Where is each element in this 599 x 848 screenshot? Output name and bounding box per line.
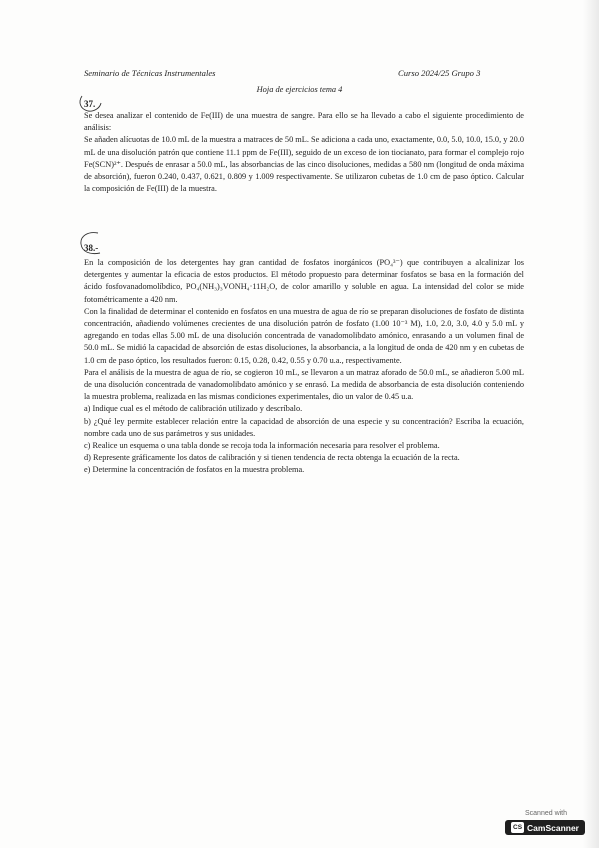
exercise-38-intro: En la composición de los detergentes hay gran cantidad de fosfatos inorgánicos (PO₄³⁻) que contribuyen a alcalinizar los detergentes y aumentar la eficacia de estos productos. El método propuesto para determinar fosfatos se basa en la formación del ácido fosfovanadomolíbdico, PO₄(NH₃)₃VONH₄·11H₂O, de color amarillo y soluble en agua. La intensidad del color se mide fotométricamente a 420 nm. [84,258,524,304]
watermark-caption: Scanned with [524,810,568,817]
exercise-38-question-d: d) Represente gráficamente los datos de calibración y si tienen tendencia de recta obtenga la ecuación de la recta. [84,453,460,463]
exercise-37-text [84,110,524,195]
exercise-37-intro: Se desea analizar el contenido de Fe(III) de una muestra de sangre. Para ello se ha llevado a cabo el siguiente procedimiento de análisis: [84,111,524,133]
exercise-38-text [84,257,524,477]
watermark-brand: CamScanner [527,822,579,833]
exercise-38-question-a: a) Indique cual es el método de calibración utilizado y descríbalo. [84,404,303,414]
header-course-year: Curso 2024/25 Grupo 3 [398,68,481,78]
exercise-37-number: 37. [84,99,96,109]
exercise-38-calibration: Con la finalidad de determinar el contenido en fosfatos en una muestra de agua de río se preparan disoluciones de fosfato de distinta concentración, añadiendo volúmenes crecientes de una disolución patrón de fosfato (1.00 10⁻³ M), 1.0, 2.0, 3.0, 4.0 y 5.0 mL y agregando en todas ellas 5.00 mL de una disolución concentrada de vanadomolibdato amónico, enrasando a un volumen final de 50.0 mL. Se midió la capacidad de absorción de estas disoluciones, la absorbancia, a la longitud de onda de 420 nm y en cubetas de 1.0 cm de paso óptico, los resultados fueron: 0.15, 0.28, 0.42, 0.55 y 0.70 u.a., respectivamente. [84,306,524,365]
watermark-badge [505,820,585,835]
page-edge-shadow [583,0,599,848]
exercise-38-question-c: c) Realice un esquema o una tabla donde se recoja toda la información necesaria para resolver el problema. [84,441,440,451]
sheet-title: Hoja de ejercicios tema 4 [256,85,343,94]
header-course-name: Seminario de Técnicas Instrumentales [84,68,216,78]
exercise-38-question-e: e) Determine la concentración de fosfatos en la muestra problema. [84,465,305,475]
exercise-38-question-b: b) ¿Qué ley permite establecer relación entre la capacidad de absorción de una especie y su concentración? Escriba la ecuación, nombre cada uno de sus parámetros y sus unidades. [84,416,524,438]
exercise-38-number: 38.- [84,243,99,253]
camscanner-logo-icon: CS [513,824,523,831]
exercise-37-procedure: Se añaden alícuotas de 10.0 mL de la muestra a matraces de 50 mL. Se adiciona a cada uno, exactamente, 0.0, 5.0, 10.0, 15.0, y 20.0 mL de una disolución patrón que contiene 11.1 ppm de Fe(III), seguido de un exceso de ion tiocianato, para formar el complejo rojo Fe(SCN)²⁺. Después de enrasar a 50.0 mL, las absorbancias de las cinco disoluciones, medidas a 580 nm (longitud de onda máxima de absorción), fueron 0.240, 0.437, 0.621, 0.809 y 1.009 respectivamente. Se utilizaron cubetas de 1.0 cm de paso óptico. Calcular la composición de Fe(III) de la muestra. [84,135,524,194]
camscanner-watermark [505,810,587,840]
exercise-38-sample: Para el análisis de la muestra de agua de río, se cogieron 10 mL, se llevaron a un matraz aforado de 50.0 mL, se añadieron 5.00 mL de una disolución concentrada de vanadomolibdato amónico y se enrasó. La medida de absorbancia de esta disolución conteniendo la muestra problema, realizada en las mismas condiciones experimentales, dio un valor de 0.45 u.a. [84,367,524,402]
